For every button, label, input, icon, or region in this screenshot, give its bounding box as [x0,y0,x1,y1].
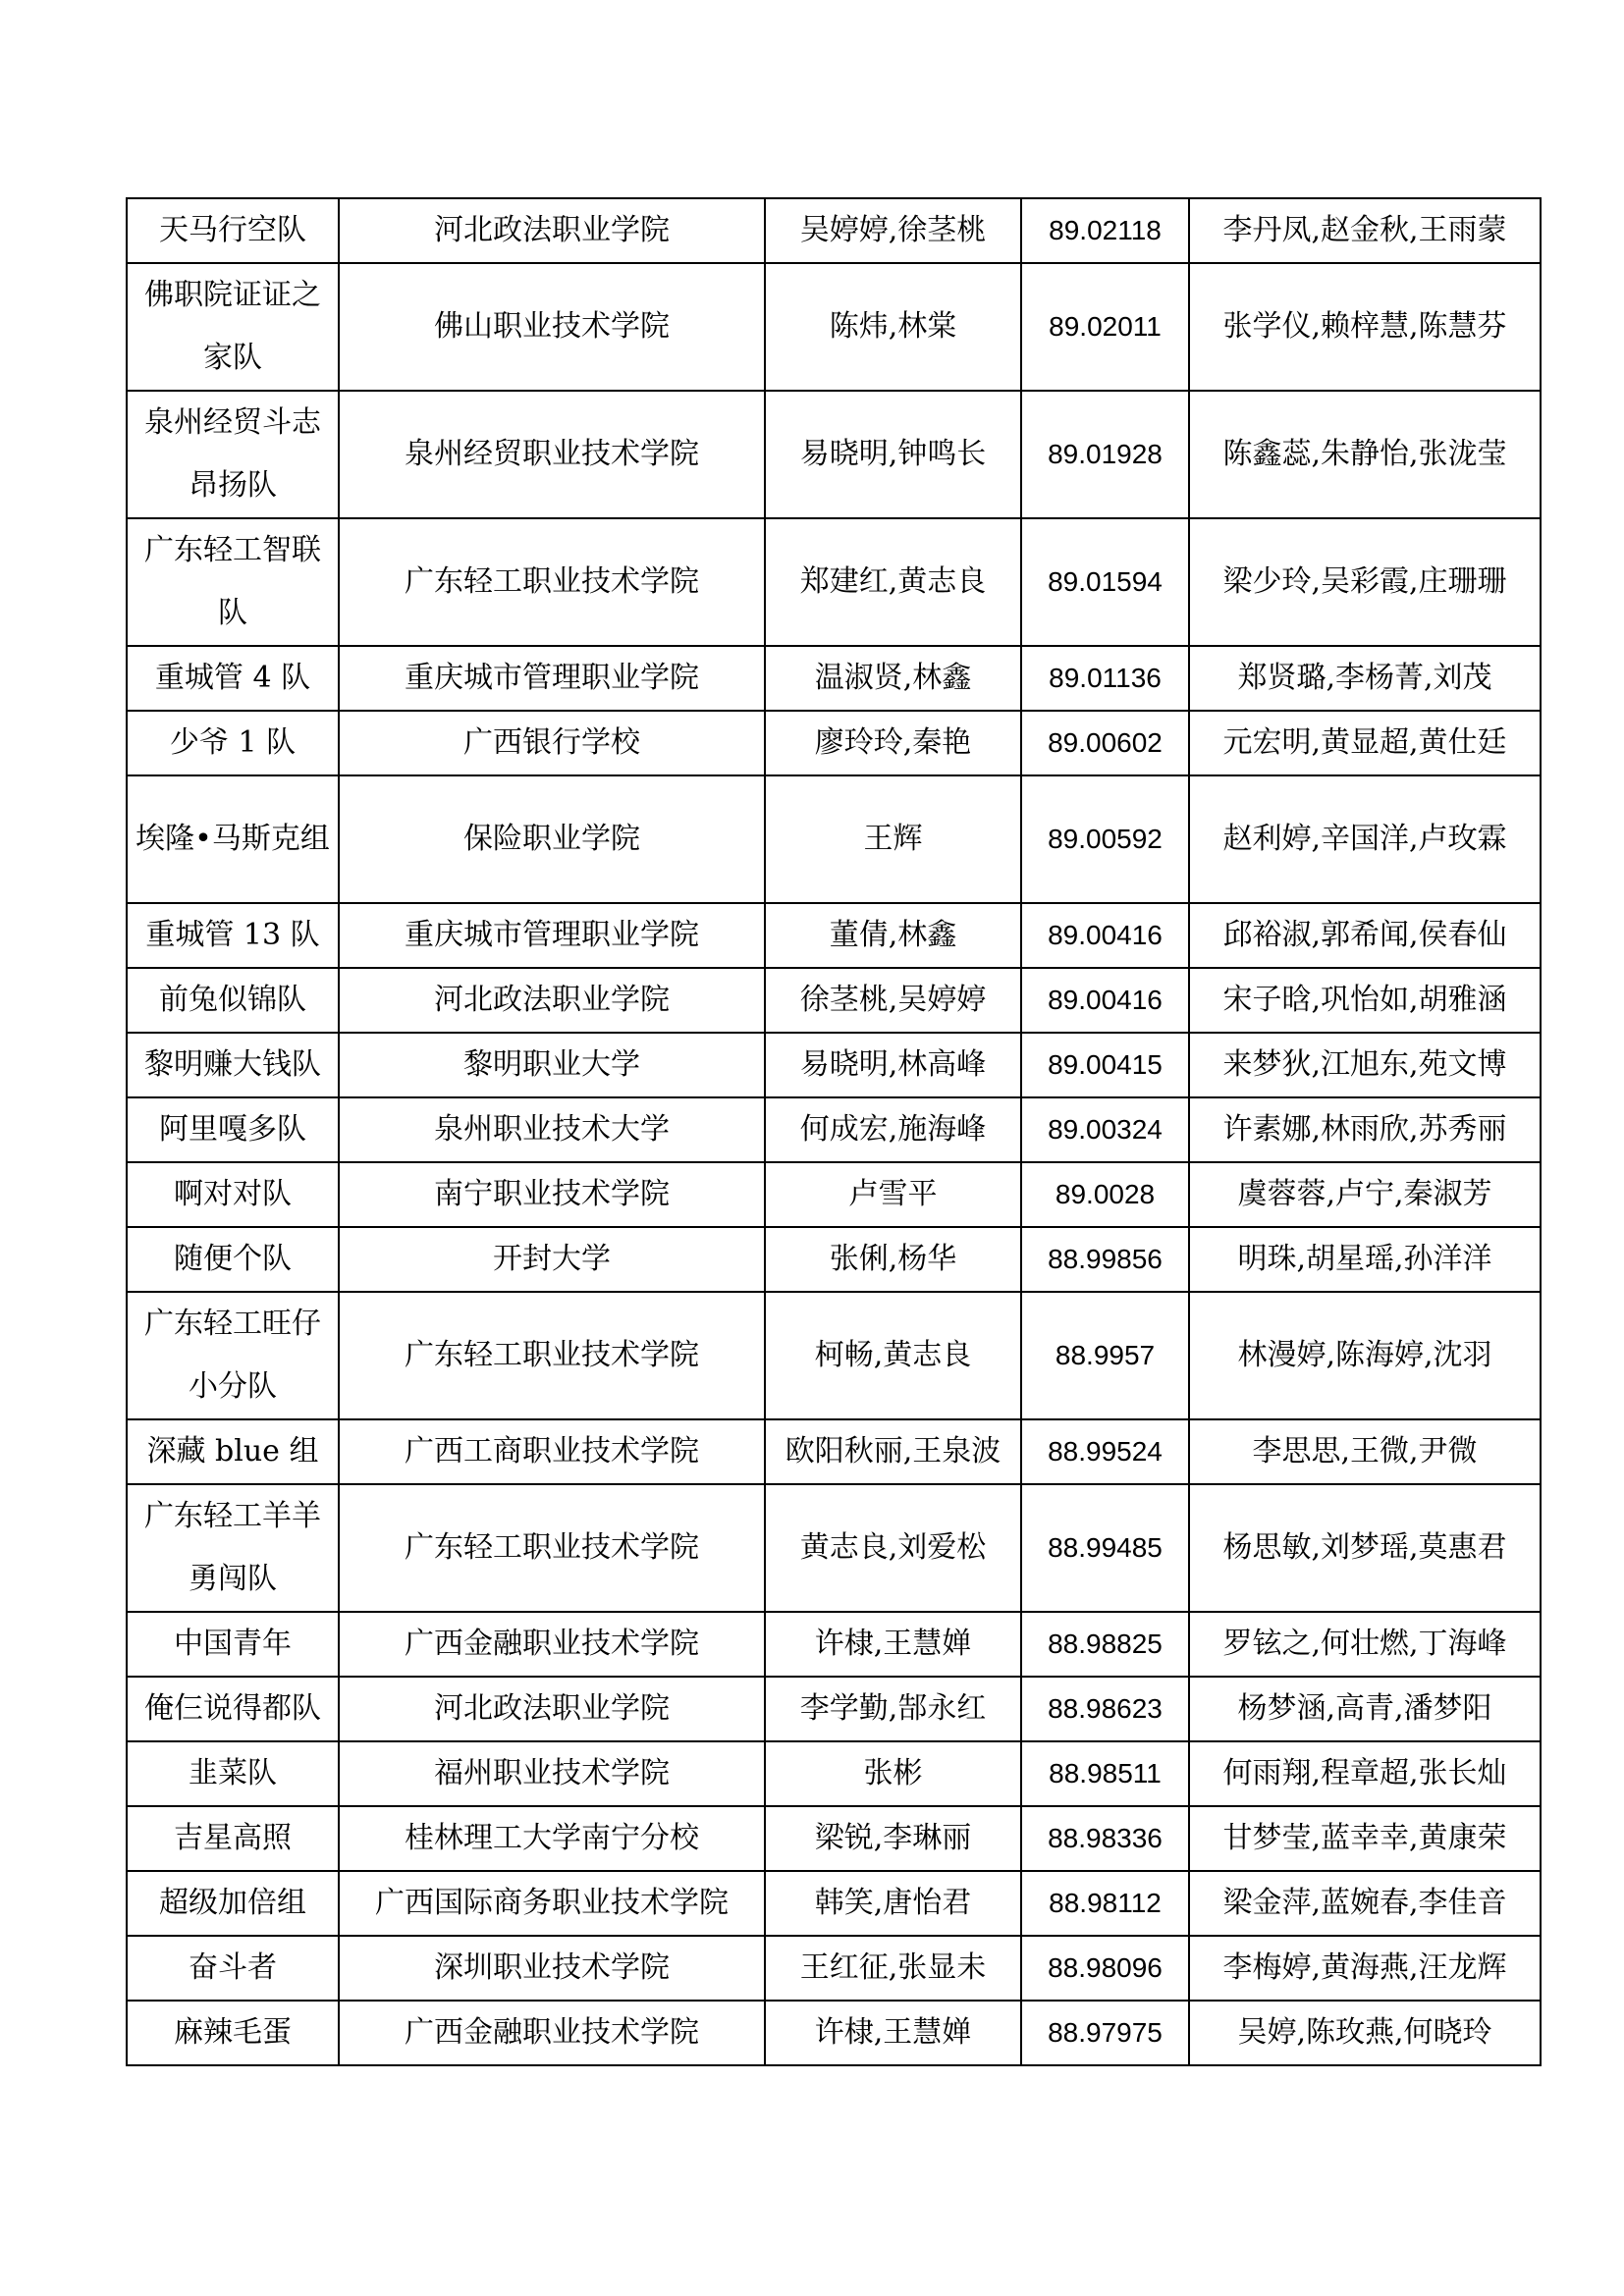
members-cell: 林漫婷,陈海婷,沈羽 [1189,1292,1541,1419]
school-cell: 开封大学 [339,1227,765,1292]
score-cell: 89.01136 [1021,646,1189,711]
advisor-cell: 张俐,杨华 [765,1227,1021,1292]
members-cell: 罗铉之,何壮燃,丁海峰 [1189,1612,1541,1677]
members-cell: 陈鑫蕊,朱静怡,张泷莹 [1189,391,1541,518]
advisor-cell: 何成宏,施海峰 [765,1097,1021,1162]
team-name-cell: 超级加倍组 [127,1871,339,1936]
team-name-cell: 深藏 blue 组 [127,1419,339,1484]
score-cell: 88.98511 [1021,1741,1189,1806]
score-cell: 89.02011 [1021,263,1189,391]
members-cell: 杨梦涵,高青,潘梦阳 [1189,1677,1541,1741]
members-cell: 李思思,王微,尹微 [1189,1419,1541,1484]
table-row [127,968,1541,1033]
members-cell: 李梅婷,黄海燕,汪龙辉 [1189,1936,1541,2001]
advisor-cell: 梁锐,李琳丽 [765,1806,1021,1871]
advisor-cell: 张彬 [765,1741,1021,1806]
score-cell: 89.00416 [1021,903,1189,968]
advisor-cell: 王红征,张显未 [765,1936,1021,2001]
advisor-cell: 柯畅,黄志良 [765,1292,1021,1419]
school-cell: 河北政法职业学院 [339,968,765,1033]
members-cell: 来梦狄,江旭东,苑文博 [1189,1033,1541,1097]
team-name-cell: 少爷 1 队 [127,711,339,775]
table-row [127,1741,1541,1806]
table-row [127,711,1541,775]
team-name-cell: 吉星高照 [127,1806,339,1871]
advisor-cell: 许棣,王慧婵 [765,1612,1021,1677]
team-name-cell: 天马行空队 [127,198,339,263]
members-cell: 甘梦莹,蓝幸幸,黄康荣 [1189,1806,1541,1871]
table-row [127,1033,1541,1097]
score-cell: 88.98336 [1021,1806,1189,1871]
table-row [127,2001,1541,2065]
school-cell: 广西银行学校 [339,711,765,775]
members-cell: 邱裕淑,郭希闻,侯春仙 [1189,903,1541,968]
table-row [127,198,1541,263]
advisor-cell: 吴婷婷,徐茎桃 [765,198,1021,263]
results-table-body [127,198,1541,2065]
score-cell: 88.99524 [1021,1419,1189,1484]
advisor-cell: 易晓明,林高峰 [765,1033,1021,1097]
team-name-cell: 阿里嘎多队 [127,1097,339,1162]
table-row [127,1936,1541,2001]
score-cell: 88.98112 [1021,1871,1189,1936]
team-name-cell: 随便个队 [127,1227,339,1292]
score-cell: 88.9957 [1021,1292,1189,1419]
table-row [127,1227,1541,1292]
school-cell: 广西金融职业技术学院 [339,1612,765,1677]
school-cell: 深圳职业技术学院 [339,1936,765,2001]
school-cell: 重庆城市管理职业学院 [339,903,765,968]
school-cell: 河北政法职业学院 [339,198,765,263]
team-name-cell: 麻辣毛蛋 [127,2001,339,2065]
table-row [127,518,1541,646]
team-name-cell: 重城管 4 队 [127,646,339,711]
advisor-cell: 徐茎桃,吴婷婷 [765,968,1021,1033]
school-cell: 河北政法职业学院 [339,1677,765,1741]
table-row [127,391,1541,518]
school-cell: 泉州职业技术大学 [339,1097,765,1162]
school-cell: 桂林理工大学南宁分校 [339,1806,765,1871]
school-cell: 广东轻工职业技术学院 [339,1292,765,1419]
members-cell: 元宏明,黄显超,黄仕廷 [1189,711,1541,775]
school-cell: 广东轻工职业技术学院 [339,1484,765,1612]
team-name-cell: 奋斗者 [127,1936,339,2001]
team-name-cell: 韭菜队 [127,1741,339,1806]
team-name-cell: 前兔似锦队 [127,968,339,1033]
school-cell: 南宁职业技术学院 [339,1162,765,1227]
advisor-cell: 温淑贤,林鑫 [765,646,1021,711]
score-cell: 88.99485 [1021,1484,1189,1612]
school-cell: 重庆城市管理职业学院 [339,646,765,711]
team-name-cell: 中国青年 [127,1612,339,1677]
score-cell: 89.0028 [1021,1162,1189,1227]
advisor-cell: 韩笑,唐怡君 [765,1871,1021,1936]
score-cell: 88.98825 [1021,1612,1189,1677]
members-cell: 郑贤璐,李杨菁,刘茂 [1189,646,1541,711]
members-cell: 宋子晗,巩怡如,胡雅涵 [1189,968,1541,1033]
school-cell: 佛山职业技术学院 [339,263,765,391]
table-row [127,1419,1541,1484]
school-cell: 泉州经贸职业技术学院 [339,391,765,518]
table-row [127,263,1541,391]
advisor-cell: 卢雪平 [765,1162,1021,1227]
members-cell: 吴婷,陈玫燕,何晓玲 [1189,2001,1541,2065]
advisor-cell: 董倩,林鑫 [765,903,1021,968]
score-cell: 88.98623 [1021,1677,1189,1741]
table-row [127,1484,1541,1612]
members-cell: 许素娜,林雨欣,苏秀丽 [1189,1097,1541,1162]
school-cell: 福州职业技术学院 [339,1741,765,1806]
members-cell: 赵利婷,辛国洋,卢玫霖 [1189,775,1541,903]
table-row [127,903,1541,968]
table-row [127,646,1541,711]
members-cell: 何雨翔,程章超,张长灿 [1189,1741,1541,1806]
advisor-cell: 黄志良,刘爱松 [765,1484,1021,1612]
table-row [127,1871,1541,1936]
table-row [127,1677,1541,1741]
team-name-cell: 泉州经贸斗志昂扬队 [127,391,339,518]
score-cell: 88.99856 [1021,1227,1189,1292]
members-cell: 李丹凤,赵金秋,王雨蒙 [1189,198,1541,263]
members-cell: 明珠,胡星瑶,孙洋洋 [1189,1227,1541,1292]
school-cell: 黎明职业大学 [339,1033,765,1097]
team-name-cell: 重城管 13 队 [127,903,339,968]
score-cell: 89.00324 [1021,1097,1189,1162]
school-cell: 广西工商职业技术学院 [339,1419,765,1484]
table-row [127,1612,1541,1677]
team-name-cell: 广东轻工羊羊勇闯队 [127,1484,339,1612]
advisor-cell: 郑建红,黄志良 [765,518,1021,646]
members-cell: 张学仪,赖梓慧,陈慧芬 [1189,263,1541,391]
score-cell: 89.02118 [1021,198,1189,263]
score-cell: 89.00602 [1021,711,1189,775]
table-row [127,1292,1541,1419]
advisor-cell: 廖玲玲,秦艳 [765,711,1021,775]
score-cell: 88.97975 [1021,2001,1189,2065]
school-cell: 保险职业学院 [339,775,765,903]
advisor-cell: 王辉 [765,775,1021,903]
results-table [126,197,1542,2066]
school-cell: 广西国际商务职业技术学院 [339,1871,765,1936]
team-name-cell: 俺仨说得都队 [127,1677,339,1741]
members-cell: 虞蓉蓉,卢宁,秦淑芳 [1189,1162,1541,1227]
members-cell: 梁少玲,吴彩霞,庄珊珊 [1189,518,1541,646]
members-cell: 梁金萍,蓝婉春,李佳音 [1189,1871,1541,1936]
score-cell: 89.00592 [1021,775,1189,903]
team-name-cell: 广东轻工旺仔小分队 [127,1292,339,1419]
school-cell: 广西金融职业技术学院 [339,2001,765,2065]
table-row [127,1162,1541,1227]
team-name-cell: 啊对对队 [127,1162,339,1227]
team-name-cell: 黎明赚大钱队 [127,1033,339,1097]
advisor-cell: 欧阳秋丽,王泉波 [765,1419,1021,1484]
advisor-cell: 陈炜,林棠 [765,263,1021,391]
members-cell: 杨思敏,刘梦瑶,莫惠君 [1189,1484,1541,1612]
table-row [127,1097,1541,1162]
score-cell: 89.00416 [1021,968,1189,1033]
score-cell: 89.01594 [1021,518,1189,646]
advisor-cell: 许棣,王慧婵 [765,2001,1021,2065]
score-cell: 88.98096 [1021,1936,1189,2001]
score-cell: 89.00415 [1021,1033,1189,1097]
team-name-cell: 广东轻工智联队 [127,518,339,646]
team-name-cell: 埃隆•马斯克组 [127,775,339,903]
team-name-cell: 佛职院证证之家队 [127,263,339,391]
advisor-cell: 李学勤,郜永红 [765,1677,1021,1741]
table-row [127,775,1541,903]
advisor-cell: 易晓明,钟鸣长 [765,391,1021,518]
table-row [127,1806,1541,1871]
score-cell: 89.01928 [1021,391,1189,518]
school-cell: 广东轻工职业技术学院 [339,518,765,646]
